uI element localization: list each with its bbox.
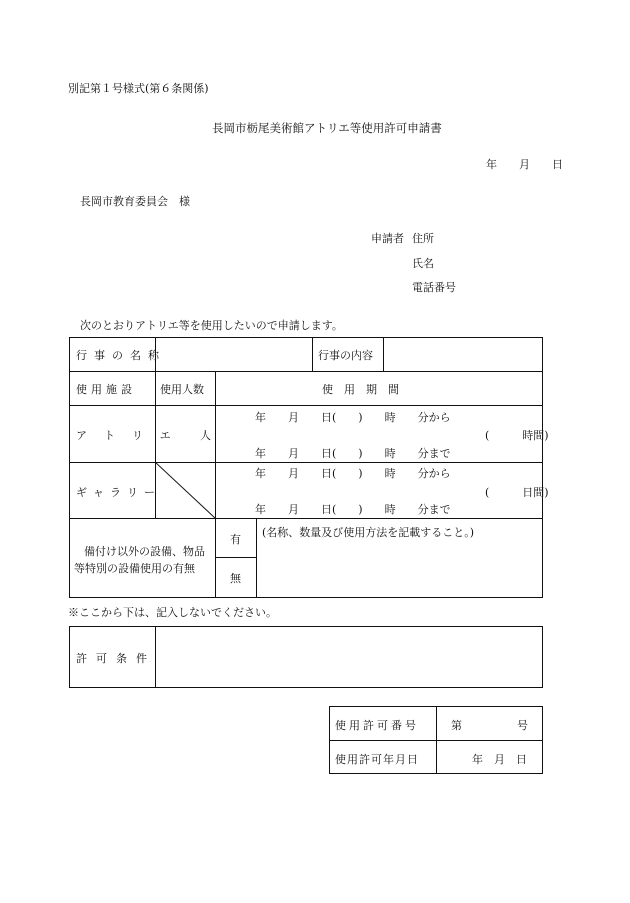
equipment-yes[interactable]: 有: [230, 533, 241, 546]
atelier-period-from[interactable]: 年 月 日( ) 時 分から: [255, 411, 451, 424]
gallery-label: ギャラリー: [76, 486, 161, 499]
facility-label: 使用施設: [76, 383, 136, 396]
atelier-hours[interactable]: ( 時間): [485, 429, 549, 442]
event-content-field[interactable]: [385, 340, 541, 370]
document-title: 長岡市栃尾美術館アトリエ等使用許可申請書: [212, 121, 442, 135]
equipment-label-line1: 備付け以外の設備、物品: [84, 545, 205, 558]
event-name-label: 行事の名称: [76, 349, 166, 362]
date-line: 年 月 日: [486, 158, 563, 171]
applicant-address-label: 住所: [412, 232, 434, 245]
permit-number-label: 使用許可番号: [335, 719, 419, 732]
gallery-period-to[interactable]: 年 月 日( ) 時 分まで: [255, 503, 451, 516]
gallery-days[interactable]: ( 日間): [485, 486, 549, 499]
equipment-label-line2: 等特別の設備使用の有無: [74, 562, 195, 575]
permit-conditions-label: 許可条件: [76, 652, 156, 665]
addressee: 長岡市教育委員会 様: [80, 195, 190, 208]
gallery-period-from[interactable]: 年 月 日( ) 時 分から: [255, 467, 451, 480]
form-number: 別記第１号様式(第６条関係): [68, 82, 209, 95]
applicant-phone-label: 電話番号: [412, 281, 456, 294]
people-label: 使用人数: [160, 383, 204, 396]
atelier-period-to[interactable]: 年 月 日( ) 時 分まで: [255, 447, 451, 460]
intro-text: 次のとおりアトリエ等を使用したいので申請します。: [80, 319, 343, 332]
atelier-label: アトリエ: [76, 429, 188, 442]
permit-date-value[interactable]: 年 月 日: [472, 753, 527, 766]
permit-date-label: 使用許可年月日: [335, 753, 419, 766]
permit-conditions-field[interactable]: [157, 628, 541, 686]
period-label: 使 用 期 間: [322, 383, 399, 396]
event-name-field[interactable]: [156, 340, 311, 370]
applicant-label: 申請者: [371, 232, 404, 245]
event-content-label: 行事の内容: [318, 349, 373, 362]
permit-number-value[interactable]: 第 号: [451, 719, 528, 732]
equipment-no[interactable]: 無: [230, 572, 241, 585]
equipment-note: (名称、数量及び使用方法を記載すること。): [262, 526, 475, 539]
office-use-note: ※ここから下は、記入しないでください。: [68, 606, 277, 619]
gallery-people-slash: [155, 462, 215, 518]
atelier-people-unit: 人: [200, 429, 211, 442]
applicant-name-label: 氏名: [412, 257, 434, 270]
